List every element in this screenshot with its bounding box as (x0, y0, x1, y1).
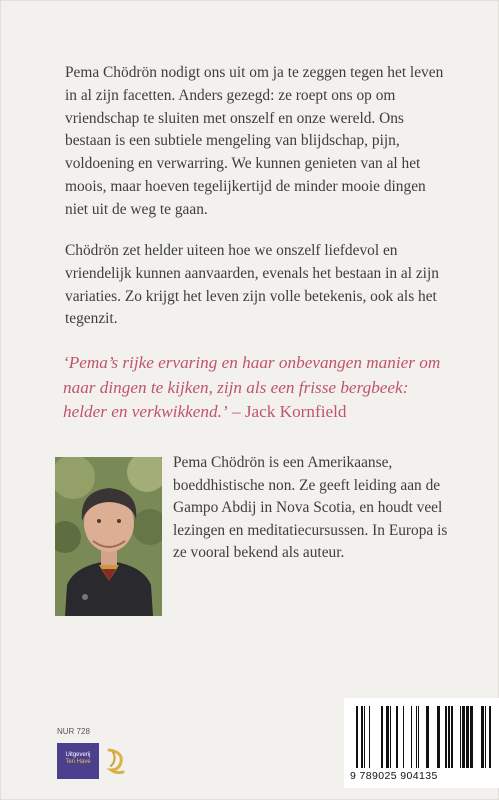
publisher-swirl-icon (103, 746, 129, 780)
author-bio: Pema Chödrön is een Amerikaanse, boeddhistische non. Ze geeft leiding aan de Gampo Abdij in Nova Scotia, en houdt veel lezingen en meditatiecursussen. In Europa is ze vooral bekend als auteur. (173, 454, 448, 562)
nur-code: NUR 728 (57, 727, 90, 736)
description-paragraph-1: Pema Chödrön nodigt ons uit om ja te zeggen tegen het leven in al zijn facetten. Anders gezegd: ze roept ons op om vriendschap te sluiten met onszelf en onze wereld. Ons bestaan is een subtiele mengeling van blijdschap, pijn, voldoening en verwarring. We kunnen genieten van al het moois, maar hoeven tegelijkertijd de minder mooie dingen niet uit de weg te gaan. (65, 64, 444, 218)
publisher-line-1: Uitgeverij (65, 752, 91, 758)
description-paragraph-2: Chödrön zet helder uiteen hoe we onszelf liefdevol en vriendelijk kunnen aanvaarden, evenals het bestaan in al zijn variaties. Zo krijgt het leven zijn volle betekenis, ook als het tegenzit. (65, 242, 439, 328)
barcode (344, 698, 499, 788)
quote-text: ‘Pema’s rijke ervaring en haar onbevangen manier om naar dingen te kijken, zijn als een frisse bergbeek: helder en verkwikkend.’ (63, 353, 441, 421)
isbn-number: 9 789025 904135 (350, 770, 438, 782)
author-photo (55, 457, 162, 616)
quote-author: – Jack Kornfield (227, 402, 347, 421)
publisher-line-2: Ten Have (65, 759, 91, 765)
barcode-bars (352, 706, 498, 770)
blurb-quote (63, 351, 453, 425)
publisher-logo (57, 743, 99, 779)
